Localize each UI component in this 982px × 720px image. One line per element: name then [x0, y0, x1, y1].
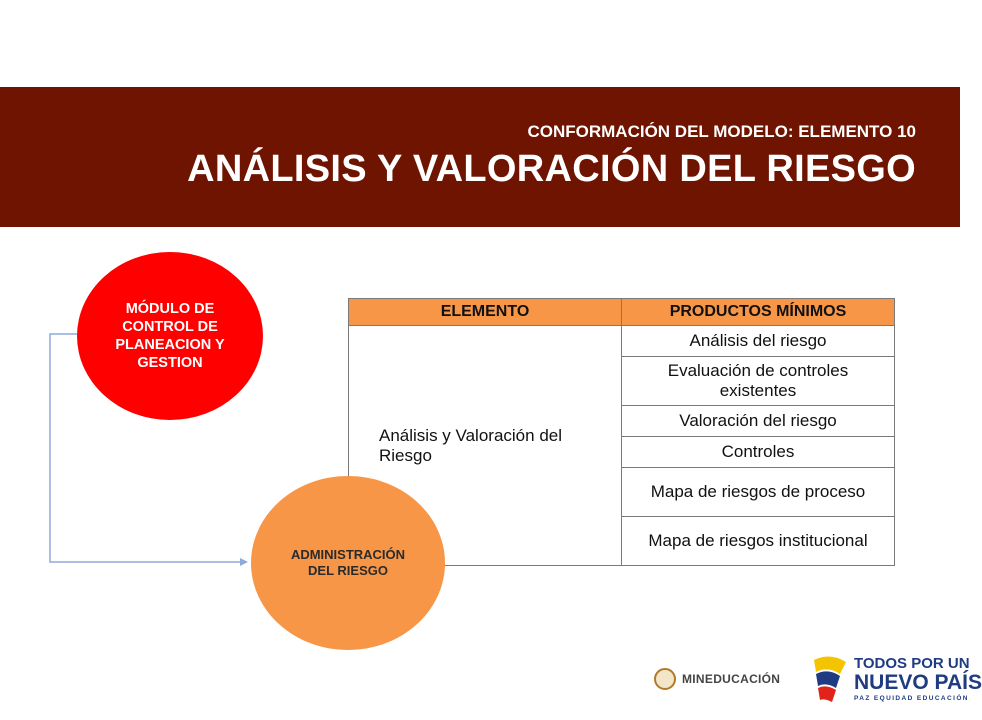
- flag-ribbon-icon: [810, 652, 854, 708]
- product-cell: Evaluación de controles existentes: [622, 357, 895, 406]
- table-row: [349, 326, 895, 357]
- product-cell: Mapa de riesgos de proceso: [622, 468, 895, 517]
- header-productos: PRODUCTOS MÍNIMOS: [622, 299, 895, 326]
- todos-line-1: TODOS POR UN: [854, 655, 970, 672]
- module-circle: [77, 252, 263, 420]
- mineducacion-label: MINEDUCACIÓN: [682, 672, 781, 686]
- arrowhead-icon: [240, 558, 248, 566]
- todos-line-2: NUEVO PAÍS: [854, 671, 982, 694]
- coat-of-arms-icon: [654, 668, 676, 690]
- header-elemento: ELEMENTO: [349, 299, 622, 326]
- admin-circle-label: ADMINISTRACIÓN DEL RIESGO: [290, 547, 406, 578]
- slide-subtitle: CONFORMACIÓN DEL MODELO: ELEMENTO 10: [527, 122, 916, 141]
- module-circle-label: MÓDULO DE CONTROL DE PLANEACION Y GESTION: [115, 301, 225, 371]
- footer-logos: [650, 650, 982, 710]
- product-cell: Mapa de riesgos institucional: [622, 517, 895, 566]
- product-cell: Controles: [622, 437, 895, 468]
- table-header-row: [349, 299, 895, 326]
- admin-circle: [251, 476, 445, 650]
- todos-line-3: PAZ EQUIDAD EDUCACIÓN: [854, 695, 969, 702]
- slide-title: ANÁLISIS Y VALORACIÓN DEL RIESGO: [187, 148, 916, 190]
- product-cell: Valoración del riesgo: [622, 406, 895, 437]
- product-cell: Análisis del riesgo: [622, 326, 895, 357]
- todos-por-un-nuevo-pais-logo: [810, 652, 982, 708]
- element-name: Análisis y Valoración del Riesgo: [379, 425, 562, 465]
- mineducacion-logo: [654, 664, 780, 694]
